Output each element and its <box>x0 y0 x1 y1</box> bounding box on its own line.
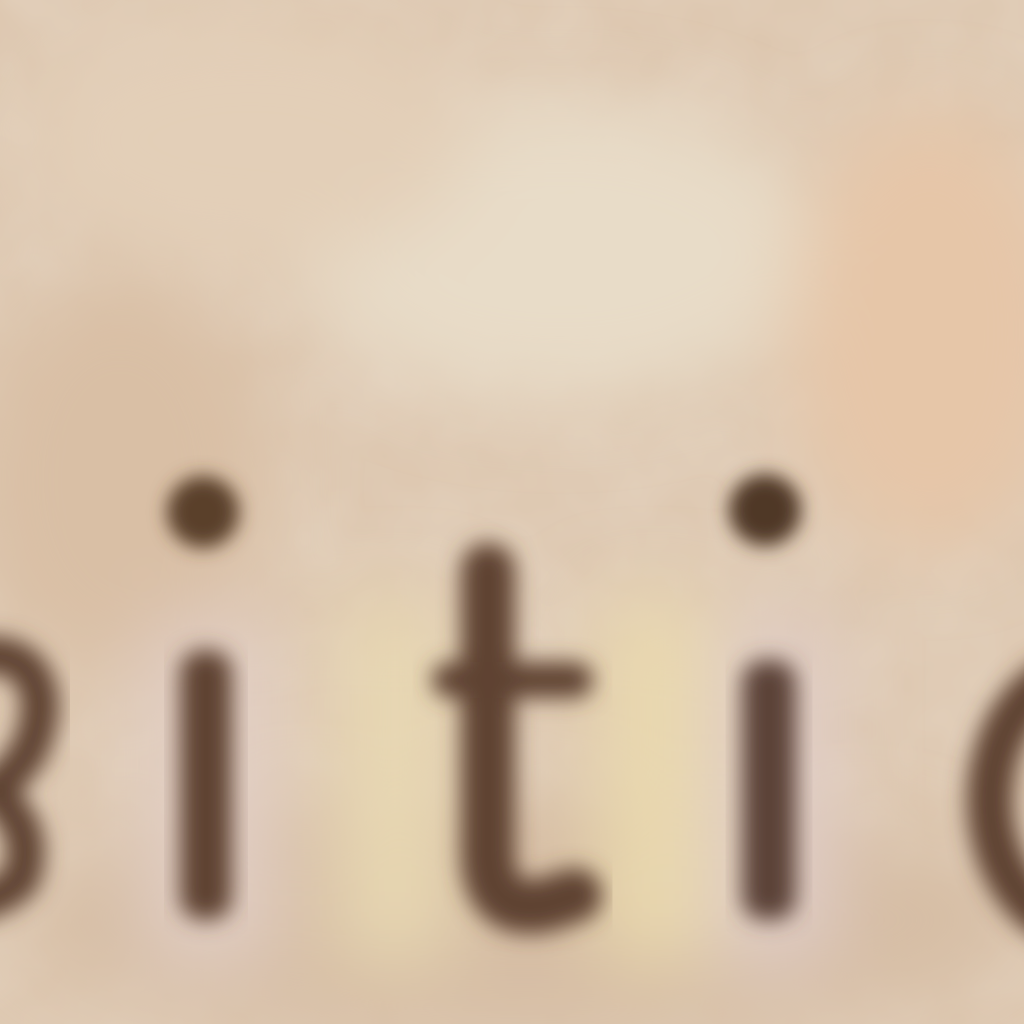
letter-o-partial <box>990 670 1024 930</box>
letter-i-first <box>167 476 239 920</box>
i-stem <box>180 650 232 920</box>
i-dot <box>167 476 239 548</box>
i-dot <box>729 474 801 546</box>
letter-t <box>450 570 575 907</box>
letter-s-partial <box>0 655 40 903</box>
i-stem <box>742 660 796 920</box>
letter-i-second <box>729 474 801 920</box>
